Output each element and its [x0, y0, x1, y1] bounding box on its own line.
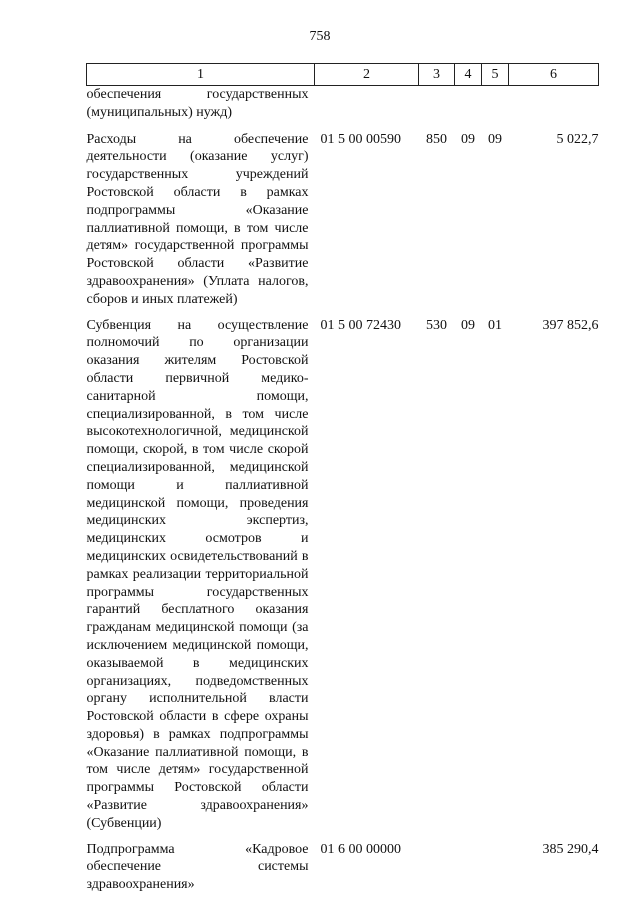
row-amount: 397 852,6 [542, 317, 599, 333]
row-name: Расходы на обеспечение деятельности (оказание услуг) государственных учреждений Ростовской области в рамках подпрограммы «Оказание паллиативной помощи, в том числе детям» государственной программы Ростовской области «Развитие здравоохранения» (Уплата налогов, сборов и иных платежей) [86, 131, 309, 307]
row-subsection: 09 [488, 131, 502, 147]
row-section: 09 [461, 317, 475, 333]
header-col-6: 6 [509, 64, 599, 86]
row-name: Субвенция на осуществление полномочий по организации оказания жителям Ростовской области первичной медико-санитарной помощи, специализированной, в том числе высокотехнологичной, медицинской помощи, скорой, в том числе скорой специализированной, медицинской помощи и паллиативной медицинской помощи, проведения медицинских экспертиз, медицинских осмотров и медицинских освидетельствований в рамках реализации территориальной программы государственных гарантий бесплатного оказания гражданам медицинской помощи (за исключением медицинской помощи, оказываемой в медицинских организациях, подведомственных органу исполнительной власти Ростовской области в сфере охраны здоровья) в рамках подпрограммы «Оказание паллиативной помощи, в том числе детям» государственной программы Ростовской области «Развитие здравоохранения» (Субвенции) [86, 317, 309, 831]
table-row [87, 317, 599, 841]
row-code: 01 6 00 00000 [320, 841, 401, 857]
budget-table [86, 63, 599, 902]
header-col-3: 3 [419, 64, 455, 86]
header-col-4: 4 [455, 64, 482, 86]
row-expense-type: 530 [426, 317, 447, 333]
row-amount: 5 022,7 [556, 131, 599, 147]
row-name: обеспечения государственных (муниципальных) нужд) [86, 87, 309, 120]
table-row [87, 131, 599, 317]
row-subsection [482, 86, 509, 131]
header-col-5: 5 [482, 64, 509, 86]
row-code: 01 5 00 00590 [320, 131, 401, 147]
table-row [87, 841, 599, 902]
row-code: 01 5 00 72430 [320, 317, 401, 333]
row-expense-type [419, 86, 455, 131]
header-col-1: 1 [87, 64, 315, 86]
row-section [455, 841, 482, 902]
row-name: Подпрограмма «Кадровое обеспечение системы здравоохранения» [86, 841, 309, 893]
page-number: 758 [309, 29, 331, 44]
row-amount [509, 86, 599, 131]
row-amount: 385 290,4 [542, 841, 599, 857]
row-section: 09 [461, 131, 475, 147]
table-header [87, 64, 599, 86]
row-section [455, 86, 482, 131]
row-code [315, 86, 419, 131]
row-subsection [482, 841, 509, 902]
row-expense-type: 850 [426, 131, 447, 147]
row-expense-type [419, 841, 455, 902]
row-subsection: 01 [488, 317, 502, 333]
header-col-2: 2 [315, 64, 419, 86]
table-row [87, 86, 599, 131]
